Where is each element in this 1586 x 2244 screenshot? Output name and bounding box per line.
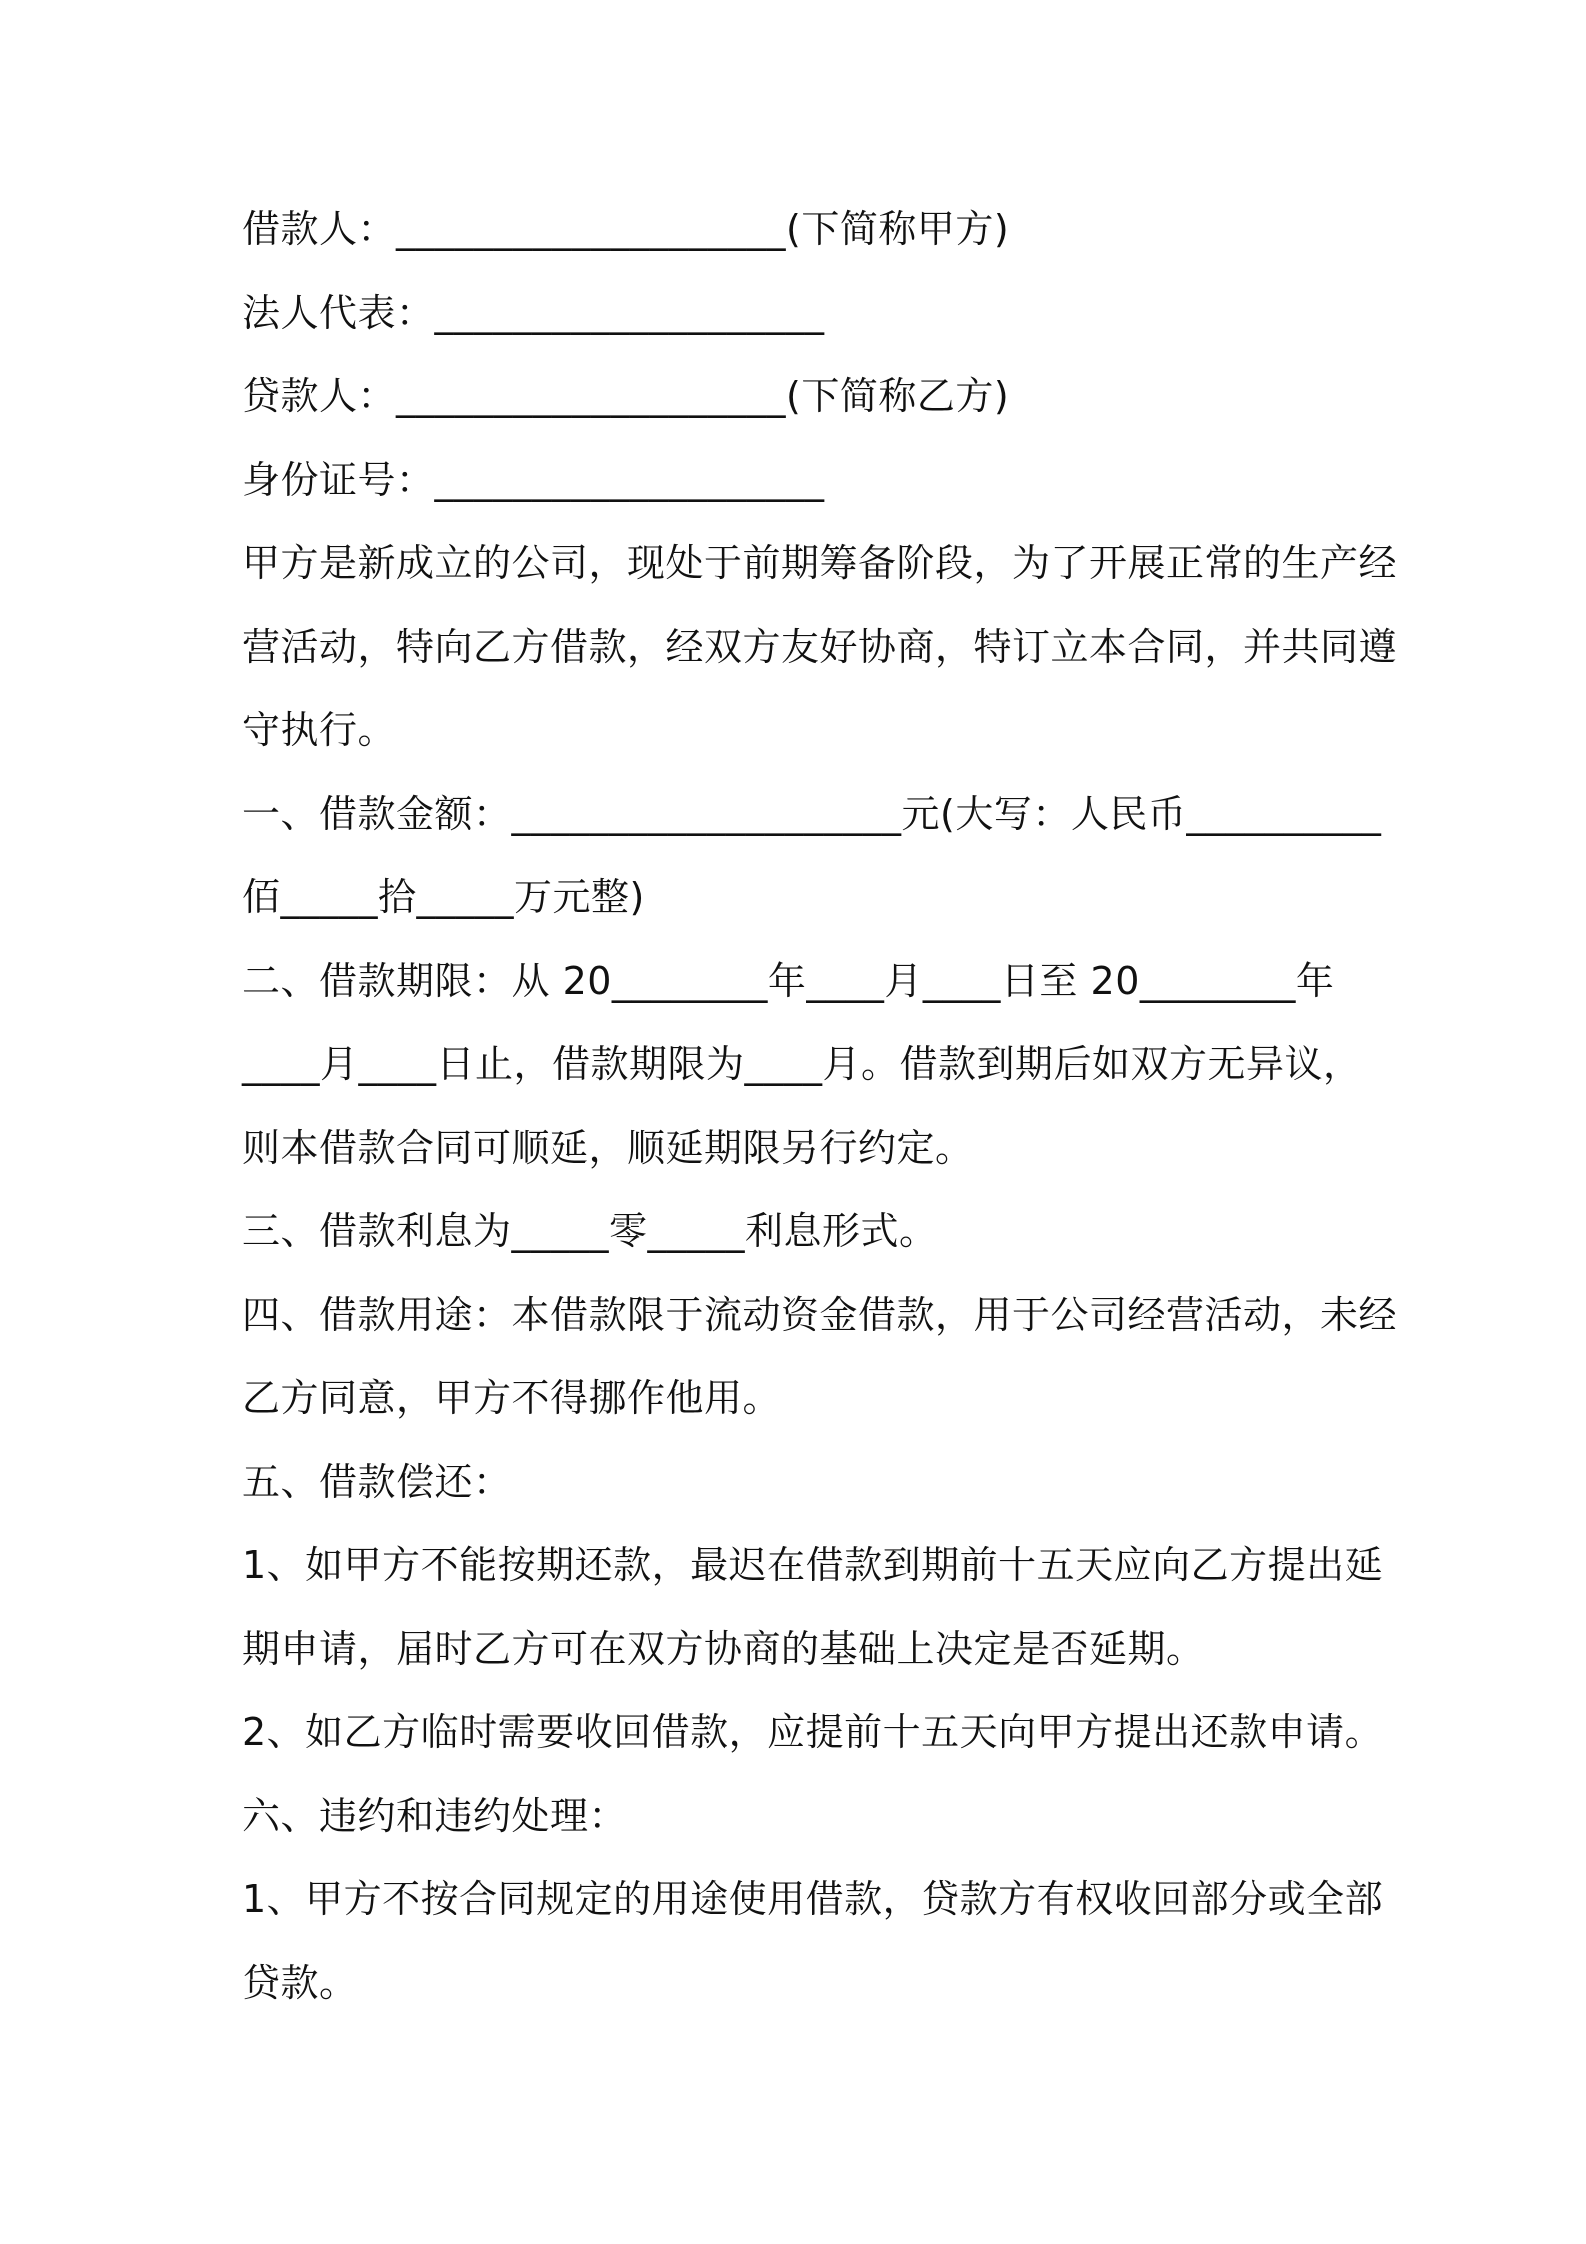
loan-interest-line: 三、借款利息为_____零_____利息形式。 bbox=[242, 1209, 938, 1253]
loan-purpose-line-1: 四、借款用途：本借款限于流动资金借款，用于公司经营活动，未经 bbox=[242, 1293, 1398, 1337]
repayment-heading: 五、借款偿还： bbox=[242, 1460, 512, 1504]
breach-clause-1-line-1: 1、甲方不按合同规定的用途使用借款，贷款方有权收回部分或全部 bbox=[242, 1877, 1384, 1921]
loan-term-line-3: 则本借款合同可顺延，顺延期限另行约定。 bbox=[242, 1126, 974, 1170]
preamble-line-2: 营活动，特向乙方借款，经双方友好协商，特订立本合同，并共同遵 bbox=[242, 625, 1398, 669]
legal-representative-line: 法人代表：____________________ bbox=[242, 291, 825, 335]
repayment-clause-1-line-2: 期申请，届时乙方可在双方协商的基础上决定是否延期。 bbox=[242, 1627, 1205, 1671]
repayment-clause-1-line-1: 1、如甲方不能按期还款，最迟在借款到期前十五天应向乙方提出延 bbox=[242, 1543, 1384, 1587]
preamble-line-1: 甲方是新成立的公司，现处于前期筹备阶段，为了开展正常的生产经 bbox=[242, 541, 1398, 585]
lender-line: 贷款人：____________________(下简称乙方) bbox=[242, 374, 1010, 418]
loan-term-line-2: ____月____日止，借款期限为____月。借款到期后如双方无异议， bbox=[242, 1042, 1362, 1086]
id-number-line: 身份证号：____________________ bbox=[242, 458, 825, 502]
preamble-line-3: 守执行。 bbox=[242, 708, 397, 752]
repayment-clause-2: 2、如乙方临时需要收回借款，应提前十五天向甲方提出还款申请。 bbox=[242, 1710, 1384, 1754]
loan-purpose-line-2: 乙方同意，甲方不得挪作他用。 bbox=[242, 1376, 782, 1420]
loan-amount-line-2: 佰_____拾_____万元整) bbox=[242, 875, 645, 919]
loan-term-line-1: 二、借款期限：从 20________年____月____日至 20________年 bbox=[242, 959, 1335, 1003]
borrower-line: 借款人：____________________(下简称甲方) bbox=[242, 207, 1010, 251]
loan-amount-line-1: 一、借款金额：____________________元(大写：人民币__________ bbox=[242, 792, 1382, 836]
breach-heading: 六、违约和违约处理： bbox=[242, 1794, 628, 1838]
breach-clause-1-line-2: 贷款。 bbox=[242, 1961, 358, 2005]
